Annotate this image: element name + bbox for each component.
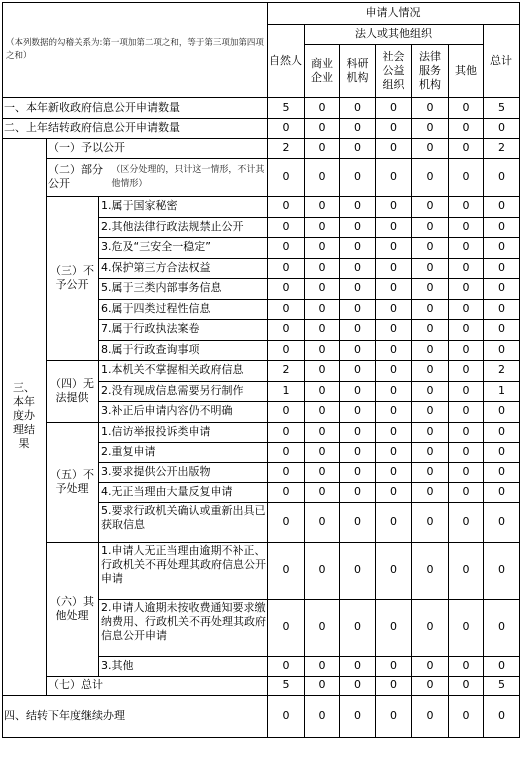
group-3-item-value: 0	[426, 301, 434, 315]
group-5-item-value: 0	[282, 444, 290, 458]
carry-next-value: 0	[426, 708, 434, 722]
group-2-value: 0	[498, 170, 505, 183]
group-3-item-value: 0	[462, 199, 470, 213]
natural-person-header: 自然人	[269, 53, 302, 67]
group-6-item-value: 0	[462, 563, 470, 576]
group-2-value: 0	[318, 170, 326, 183]
new-applications-value: 0	[354, 100, 361, 114]
group-3-item-value: 0	[390, 322, 397, 336]
group-3-item-value: 0	[318, 219, 326, 233]
group-4-item-label: 3.补正后申请内容仍不明确	[101, 404, 233, 418]
new-applications-label: 一、本年新收政府信息公开申请数量	[4, 100, 180, 114]
group-3-item-value: 0	[318, 240, 326, 254]
group-3-item-value: 0	[282, 260, 290, 274]
group-3-item-value: 0	[354, 219, 361, 233]
group-4-item-value: 0	[354, 404, 361, 418]
group-4-item-value: 0	[318, 363, 326, 377]
group-3-item-value: 0	[498, 322, 505, 336]
group-7-value: 5	[282, 678, 290, 691]
group-5-item-value: 0	[426, 484, 434, 498]
group-6-item-value: 0	[462, 658, 470, 672]
total-header: 总计	[490, 53, 512, 67]
carry-next-value: 0	[390, 708, 397, 722]
group-6-item-label: 3.其他	[101, 658, 134, 672]
group-3-item-label: 8.属于行政查询事项	[101, 342, 200, 356]
legal-org-header: 法人或其他组织	[355, 27, 432, 40]
group-5-item-value: 0	[282, 484, 290, 498]
group-4-item-value: 0	[318, 383, 326, 397]
group-3-item-value: 0	[462, 281, 470, 295]
group-4-item-value: 0	[390, 404, 397, 418]
group-3-item-value: 0	[282, 199, 290, 213]
carry-next-value: 0	[354, 708, 361, 722]
group-4-item-value: 0	[318, 404, 326, 418]
table-note: （本列数据的勾稽关系为:第一项加第二项之和，等于第三项加第四项之和）	[6, 37, 264, 61]
group-6-item-value: 0	[318, 620, 326, 633]
group-5-item-value: 0	[318, 424, 326, 438]
carried-over-value: 0	[462, 121, 470, 134]
group-1-value: 0	[426, 141, 434, 154]
group-7-label: （七）总计	[48, 678, 103, 691]
group-3-item-value: 0	[282, 219, 290, 233]
org-type-header: 社会公益组织	[382, 49, 405, 91]
group-3-item-value: 0	[354, 260, 361, 274]
group-5-item-value: 0	[462, 484, 470, 498]
group-3-item-value: 0	[354, 240, 361, 254]
group-1-label: （一）予以公开	[48, 141, 125, 154]
org-type-header: 科研机构	[346, 56, 369, 84]
group-5-item-value: 0	[318, 514, 326, 528]
new-applications-value: 0	[462, 100, 470, 114]
group-2-value: 0	[426, 170, 434, 183]
carry-next-value: 0	[282, 708, 290, 722]
group-3-item-value: 0	[426, 199, 434, 213]
group-6-item-value: 0	[426, 658, 434, 672]
org-type-header: 法律服务机构	[419, 49, 441, 91]
group-5-item-value: 0	[390, 514, 397, 528]
group-6-item-value: 0	[282, 658, 290, 672]
group-3-item-value: 0	[354, 322, 361, 336]
group-5-item-value: 0	[318, 444, 326, 458]
group-6-item-value: 0	[354, 658, 361, 672]
group-3-item-value: 0	[390, 260, 397, 274]
group-7-value: 0	[462, 678, 470, 691]
group-3-item-value: 0	[498, 240, 505, 254]
group-4-item-value: 0	[462, 404, 470, 418]
group-6-item-value: 0	[498, 620, 505, 633]
group-3-item-value: 0	[426, 322, 434, 336]
applicant-situation-header: 申请人情况	[365, 6, 421, 19]
group-5-item-value: 0	[354, 464, 361, 478]
group-7-value: 0	[426, 678, 434, 691]
group-2-value: 0	[462, 170, 470, 183]
group-4-item-value: 1	[282, 383, 290, 397]
group-5-item-value: 0	[426, 444, 434, 458]
group-3-item-value: 0	[318, 260, 326, 274]
group-5-item-label: 3.要求提供公开出版物	[101, 464, 211, 478]
carried-over-value: 0	[354, 121, 361, 134]
disclosure-statistics-table	[2, 2, 519, 756]
carried-over-value: 0	[282, 121, 290, 134]
group-1-value: 0	[390, 141, 397, 154]
group-3-item-label: 2.其他法律行政法规禁止公开	[101, 219, 244, 233]
group-4-item-label: 1.本机关不掌握相关政府信息	[101, 363, 244, 377]
carried-over-value: 0	[390, 121, 397, 134]
group-4-item-value: 2	[498, 363, 505, 377]
group-5-item-value: 0	[462, 444, 470, 458]
group-6-item-value: 0	[282, 620, 290, 633]
group-6-item-value: 0	[390, 658, 397, 672]
group-6-item-value: 0	[318, 563, 326, 576]
group-4-item-value: 0	[282, 404, 290, 418]
group-5-item-value: 0	[354, 444, 361, 458]
group-6-item-label: 1.申请人无正当理由逾期不补正、行政机关不再处理其政府信息公开申请	[101, 543, 266, 585]
group-2-value: 0	[390, 170, 397, 183]
group-3-item-value: 0	[462, 240, 470, 254]
group-6-item-value: 0	[462, 620, 470, 633]
group-5-item-value: 0	[282, 424, 290, 438]
group-3-item-value: 0	[462, 322, 470, 336]
group-3-item-value: 0	[318, 322, 326, 336]
group-3-item-value: 0	[318, 342, 326, 356]
group-3-item-value: 0	[318, 281, 326, 295]
group-4-item-value: 0	[354, 363, 361, 377]
group-3-item-value: 0	[282, 322, 290, 336]
group-3-item-value: 0	[354, 342, 361, 356]
group-5-item-value: 0	[282, 464, 290, 478]
carried-over-value: 0	[318, 121, 326, 134]
group-3-item-label: 6.属于四类过程性信息	[101, 301, 211, 315]
group-4-item-value: 0	[390, 363, 397, 377]
group-4-item-value: 0	[354, 383, 361, 397]
new-applications-value: 0	[390, 100, 397, 114]
group-3-item-value: 0	[318, 199, 326, 213]
group-3-item-value: 0	[426, 240, 434, 254]
group-3-item-value: 0	[390, 301, 397, 315]
group-4-label: （四）无法提供	[50, 376, 94, 404]
group-2-label: （二）部分公开 （区分处理的，只计这一情形，不计其他情形）	[48, 163, 265, 190]
new-applications-value: 0	[318, 100, 326, 114]
group-4-item-value: 0	[426, 404, 434, 418]
group-6-item-value: 0	[390, 563, 397, 576]
group-5-item-value: 0	[354, 514, 361, 528]
group-4-item-value: 2	[282, 363, 290, 377]
group-2-value: 0	[354, 170, 361, 183]
group-1-value: 0	[462, 141, 470, 154]
group-6-item-value: 0	[498, 658, 505, 672]
group-7-value: 0	[318, 678, 326, 691]
group-5-item-value: 0	[426, 514, 434, 528]
group-3-item-value: 0	[354, 281, 361, 295]
carry-next-label: 四、结转下年度继续办理	[4, 708, 125, 722]
group-3-item-value: 0	[318, 301, 326, 315]
group-2-value: 0	[282, 170, 290, 183]
group-5-item-value: 0	[318, 464, 326, 478]
group-3-item-value: 0	[498, 342, 505, 356]
new-applications-value: 5	[282, 100, 290, 114]
group-7-value: 0	[390, 678, 397, 691]
group-6-item-label: 2.申请人逾期未按收费通知要求缴纳费用、行政机关不再处理其政府信息公开申请	[101, 600, 266, 642]
group-3-item-value: 0	[498, 199, 505, 213]
group-4-item-label: 2.没有现成信息需要另行制作	[101, 383, 244, 397]
group-5-item-value: 0	[462, 514, 470, 528]
group-5-label: （五）不予处理	[50, 467, 94, 495]
group-4-item-value: 0	[426, 363, 434, 377]
group-5-item-value: 0	[390, 484, 397, 498]
group-3-item-value: 0	[282, 301, 290, 315]
group-5-item-value: 0	[462, 464, 470, 478]
group-3-label: （三）不予公开	[50, 264, 94, 291]
group-6-item-value: 0	[318, 658, 326, 672]
carried-over-label: 二、上年结转政府信息公开申请数量	[4, 121, 180, 134]
group-4-item-value: 0	[462, 383, 470, 397]
group-5-item-value: 0	[390, 424, 397, 438]
group-5-item-label: 1.信访举报投诉类申请	[101, 424, 211, 438]
group-3-item-value: 0	[498, 260, 505, 274]
group-5-item-value: 0	[498, 484, 505, 498]
group-3-item-value: 0	[390, 199, 397, 213]
group-3-item-value: 0	[498, 219, 505, 233]
group-5-item-value: 0	[354, 484, 361, 498]
group-5-item-value: 0	[462, 424, 470, 438]
group-3-item-value: 0	[282, 281, 290, 295]
carry-next-value: 0	[318, 708, 326, 722]
group-1-value: 2	[282, 141, 290, 154]
org-type-header: 商业企业	[311, 56, 333, 84]
group-3-item-value: 0	[462, 342, 470, 356]
group-7-value: 0	[354, 678, 361, 691]
group-7-value: 5	[498, 678, 505, 691]
group-3-item-value: 0	[282, 240, 290, 254]
group-3-item-value: 0	[282, 342, 290, 356]
group-3-item-value: 0	[390, 219, 397, 233]
group-3-item-label: 4.保护第三方合法权益	[101, 260, 211, 274]
group-4-item-value: 0	[390, 383, 397, 397]
group-3-item-value: 0	[390, 240, 397, 254]
group-3-item-label: 5.属于三类内部事务信息	[101, 281, 222, 295]
group-5-item-label: 5.要求行政机关确认或重新出具已获取信息	[101, 503, 266, 531]
group-5-item-value: 0	[498, 424, 505, 438]
group-5-item-value: 0	[282, 514, 290, 528]
group-1-value: 2	[498, 141, 505, 154]
group-6-item-value: 0	[390, 620, 397, 633]
group-3-item-value: 0	[462, 219, 470, 233]
new-applications-value: 5	[498, 100, 505, 114]
group-6-item-value: 0	[426, 620, 434, 633]
group-3-item-value: 0	[498, 281, 505, 295]
org-type-header: 其他	[455, 63, 477, 77]
group-3-item-value: 0	[390, 281, 397, 295]
new-applications-value: 0	[426, 100, 434, 114]
group-3-item-value: 0	[426, 219, 434, 233]
carry-next-value: 0	[498, 708, 505, 722]
group-3-item-value: 0	[462, 260, 470, 274]
group-3-item-value: 0	[498, 301, 505, 315]
group-3-item-value: 0	[354, 301, 361, 315]
group-5-item-label: 4.无正当理由大量反复申请	[101, 484, 233, 498]
group-5-item-value: 0	[318, 484, 326, 498]
group-5-item-value: 0	[498, 464, 505, 478]
group-6-item-value: 0	[354, 620, 361, 633]
results-section-label: 三、本年度办理结果	[13, 381, 35, 451]
group-6-label: （六）其他处理	[50, 594, 94, 622]
group-3-item-value: 0	[426, 260, 434, 274]
group-3-item-value: 0	[426, 342, 434, 356]
group-5-item-value: 0	[426, 424, 434, 438]
group-5-item-value: 0	[390, 444, 397, 458]
group-5-item-value: 0	[498, 444, 505, 458]
group-3-item-value: 0	[462, 301, 470, 315]
group-3-item-value: 0	[426, 281, 434, 295]
group-4-item-value: 0	[426, 383, 434, 397]
group-4-item-value: 1	[498, 383, 505, 397]
group-6-item-value: 0	[282, 563, 290, 576]
group-3-item-label: 1.属于国家秘密	[101, 199, 178, 213]
group-6-item-value: 0	[426, 563, 434, 576]
group-5-item-value: 0	[390, 464, 397, 478]
group-3-item-label: 7.属于行政执法案卷	[101, 322, 200, 336]
carried-over-value: 0	[426, 121, 434, 134]
group-4-item-value: 0	[498, 404, 505, 418]
group-3-item-value: 0	[354, 199, 361, 213]
group-4-item-value: 0	[462, 363, 470, 377]
group-5-item-value: 0	[498, 514, 505, 528]
group-3-item-label: 3.危及“三安全一稳定”	[101, 240, 211, 254]
carry-next-value: 0	[462, 708, 470, 722]
group-3-item-value: 0	[390, 342, 397, 356]
carried-over-value: 0	[498, 121, 505, 134]
group-5-item-value: 0	[354, 424, 361, 438]
group-1-value: 0	[318, 141, 326, 154]
group-5-item-label: 2.重复申请	[101, 444, 156, 458]
group-6-item-value: 0	[354, 563, 361, 576]
group-6-item-value: 0	[498, 563, 505, 576]
group-5-item-value: 0	[426, 464, 434, 478]
group-1-value: 0	[354, 141, 361, 154]
